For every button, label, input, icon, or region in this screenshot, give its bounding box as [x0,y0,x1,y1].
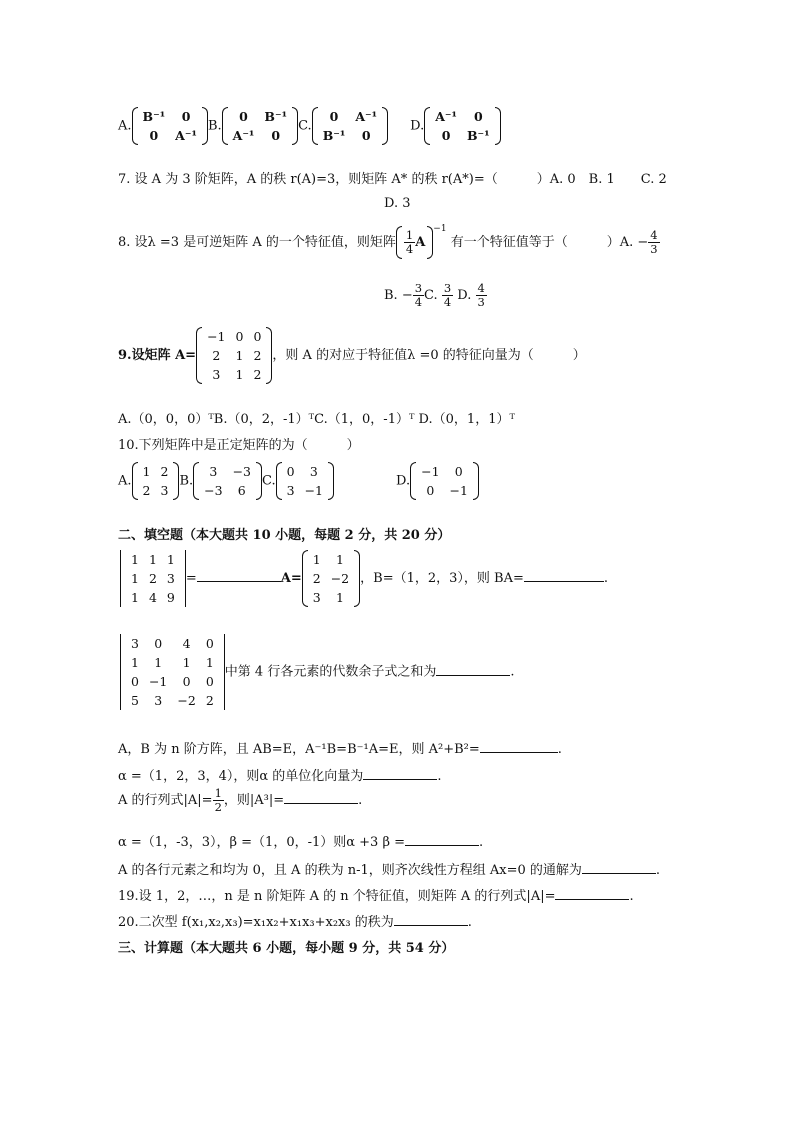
q6-option-d-matrix [424,107,500,145]
matrix-row [228,107,292,126]
f11-line [120,550,608,607]
matrix-cell: 0 [473,109,483,124]
q10-option-d-label: D. [396,473,411,489]
matrix-row [126,588,180,607]
matrix-row [202,346,266,365]
matrix-cell: −1 [207,329,226,344]
q6-option-b-label: B. [207,118,222,134]
f15-blank [284,803,358,804]
q10-option-a-matrix [132,462,180,500]
q8-text1: 8. 设λ =3 是可逆矩阵 A 的一个特征值，则矩阵 [118,235,396,250]
f13-text: A，B 为 n 阶方阵，且 AB=E，A⁻¹B=B⁻¹A=E，则 A²+B²= [118,742,480,757]
f19-end: . [629,889,634,904]
matrix-row [126,672,219,691]
matrix-cell: 0 [454,464,463,479]
matrix-row [199,481,256,500]
matrix-cell: −1 [148,674,168,689]
matrix-row [282,462,328,481]
q8-text2: 有一个特征值等于（ ）A. − [450,235,649,250]
f11-determinant [120,550,186,607]
matrix-row [138,107,202,126]
matrix-cell: B⁻¹ [466,128,490,143]
matrix-cell: 1 [312,552,321,567]
f11-a-matrix [302,550,360,607]
f17-line [118,859,660,878]
q8-option-b-label: B. − [384,288,413,303]
matrix-row [416,462,473,481]
matrix-cell: 3 [212,367,221,382]
q6-option-b-matrix [222,107,298,145]
matrix-cell: 2 [148,571,157,586]
f11-blank-2 [524,581,604,582]
matrix-cell: −2 [177,693,196,708]
matrix-cell: 0 [131,674,139,689]
f15-text2: ，则|A³|= [223,793,285,808]
section3-heading: 三、计算题（本大题共 6 小题，每小题 9 分，共 54 分） [118,941,455,956]
q6-option-a-matrix [132,107,208,145]
matrix-cell: 2 [312,571,321,586]
q8-matrix-letter: A [415,235,426,250]
f14-end: . [437,769,442,784]
f12-blank [436,675,510,676]
f20-line [118,911,472,930]
matrix-cell: A⁻¹ [355,109,378,124]
f15-frac: $\frac{1}{2}$ [214,786,222,814]
f20-text: 20.二次型 f(x₁,x₂,x₃)=x₁x₂+x₁x₃+x₂x₃ 的秩为 [118,915,394,930]
q8-option-b-frac: $\frac{3}{4}$ [414,281,423,309]
matrix-cell: 3 [166,571,175,586]
f15-line [118,787,362,814]
matrix-row [199,462,256,481]
matrix-row [430,107,494,126]
matrix-cell: 0 [286,464,295,479]
f16-end: . [479,835,484,850]
matrix-cell: 9 [166,590,175,605]
f11-blank-1 [197,581,281,582]
f19-text: 19.设 1，2，…，n 是 n 阶矩阵 A 的 n 个特征值，则矩阵 A 的行列式|A|= [118,889,556,904]
f17-blank [582,873,656,874]
matrix-cell: 1 [166,552,175,567]
matrix-row [138,126,202,145]
matrix-row [126,634,219,653]
f11-equals: = [185,571,197,586]
matrix-row [202,365,266,384]
matrix-cell: 0 [182,674,191,689]
q8-frac: $\frac{1}{4}$ [405,228,414,256]
matrix-cell: 3 [154,693,163,708]
matrix-cell: −3 [232,464,251,479]
matrix-row [228,126,292,145]
q9-matrix [196,327,272,384]
f16-text: α =（1，-3，3），β =（1，0，-1）则α +3 β = [118,835,406,850]
matrix-cell: 3 [209,464,218,479]
q9-options: A.（0，0，0）ᵀB.（0，2，-1）ᵀC.（1，0，-1）ᵀ D.（0，1，1）ᵀ [118,412,515,427]
q10-options [118,462,479,500]
q9-prefix: 9.设矩阵 A= [118,348,197,363]
matrix-cell: 1 [148,552,157,567]
matrix-cell: 0 [253,329,262,344]
f15-end: . [358,793,363,808]
matrix-cell: 0 [426,483,435,498]
matrix-cell: 0 [181,109,191,124]
q10-option-b-label: B. [179,473,194,489]
f12-line [120,634,514,710]
matrix-cell: 1 [131,590,139,605]
matrix-row [126,550,180,569]
matrix-cell: 0 [205,636,214,651]
matrix-row [430,126,494,145]
q8-matrix-expr [396,226,433,259]
matrix-cell: A⁻¹ [175,128,197,143]
matrix-cell: 0 [441,128,451,143]
matrix-cell: 3 [309,464,318,479]
q9-suffix: ，则 A 的对应于特征值λ =0 的特征向量为（ ） [272,348,586,363]
f15-text1: A 的行列式|A|= [118,793,213,808]
f11-a-label: A= [280,571,302,586]
matrix-cell: 3 [286,483,295,498]
matrix-cell: 0 [149,128,159,143]
q6-options [118,107,501,145]
matrix-cell: 1 [131,552,139,567]
q8-option-c-frac: $\frac{3}{4}$ [443,281,452,309]
f19-line [118,885,634,904]
q10-text: 10.下列矩阵中是正定矩阵的为（ ） [118,438,360,453]
matrix-cell: 1 [235,348,244,363]
q8-line2 [384,282,487,309]
matrix-cell: 4 [148,590,157,605]
matrix-cell: 3 [131,636,139,651]
f14-line [118,765,441,784]
f12-determinant [120,634,225,710]
matrix-cell: 1 [235,367,244,382]
q7-line1: 7. 设 A 为 3 阶矩阵，A 的秩 r(A)=3，则矩阵 A* 的秩 r(A*)=（ ）A. 0 B. 1 C. 2 [118,172,667,187]
q10-option-b-matrix [193,462,262,500]
f20-blank [394,925,468,926]
q9-line [118,327,586,384]
f13-line [118,738,562,757]
matrix-cell: 1 [131,571,139,586]
matrix-cell: 2 [160,464,169,479]
matrix-cell: 1 [182,655,191,670]
matrix-row [126,691,219,710]
matrix-row [308,550,354,569]
matrix-cell: 5 [131,693,139,708]
matrix-row [416,481,473,500]
matrix-row [138,462,174,481]
matrix-cell: 6 [237,483,246,498]
q10-option-d-matrix [410,462,479,500]
matrix-cell: 1 [154,655,163,670]
f13-end: . [557,742,562,757]
section2-heading: 二、填空题（本大题共 10 小题，每题 2 分，共 20 分） [118,528,451,543]
q8-power: −1 [433,223,447,234]
matrix-cell: 0 [235,329,244,344]
matrix-cell: B⁻¹ [142,109,166,124]
matrix-row [318,126,382,145]
f13-blank [480,752,558,753]
q8-line1 [118,223,660,259]
matrix-cell: 4 [182,636,191,651]
q10-option-a-label: A. [118,473,132,489]
matrix-row [282,481,328,500]
matrix-row [138,481,174,500]
q10-option-c-label: C. [262,473,276,489]
matrix-cell: 0 [329,109,339,124]
matrix-cell: 1 [131,655,139,670]
f16-line [118,831,483,850]
q6-option-c-matrix [312,107,388,145]
q10-option-c-matrix [276,462,334,500]
matrix-cell: 0 [239,109,248,124]
q8-option-a-frac: $\frac{4}{3}$ [650,228,658,256]
matrix-cell: A⁻¹ [435,109,457,124]
matrix-row [308,588,354,607]
matrix-cell: 0 [271,128,281,143]
f17-text: A 的各行元素之和均为 0，且 A 的秩为 n-1，则齐次线性方程组 Ax=0 的通解为 [118,863,582,878]
f12-text: 中第 4 行各元素的代数余子式之和为 [224,664,437,680]
q6-option-a-label: A. [118,118,132,134]
f17-end: . [655,863,661,878]
q8-option-d-label: D. [457,288,472,303]
f16-blank [405,845,479,846]
matrix-cell: −1 [421,464,440,479]
matrix-cell: 1 [205,655,214,670]
f19-blank [555,899,629,900]
f11-end: . [603,571,609,586]
q7-line2: D. 3 [384,196,411,211]
matrix-row [126,569,180,588]
q8-option-d-frac: $\frac{4}{3}$ [477,281,485,309]
matrix-cell: 1 [335,552,344,567]
matrix-cell: 2 [253,367,262,382]
q6-option-c-label: C. [298,118,312,134]
matrix-row [308,569,354,588]
q8-option-c-label: C. [424,288,438,303]
matrix-cell: −1 [304,483,324,498]
matrix-cell: B⁻¹ [322,128,346,143]
matrix-cell: −2 [330,571,350,586]
matrix-cell: A⁻¹ [232,128,255,143]
f12-end: . [510,664,515,680]
f20-end: . [467,915,472,930]
f11-text: ，B=（1，2，3），则 BA= [360,571,524,586]
matrix-cell: −1 [449,483,468,498]
f14-text: α =（1，2，3，4），则α 的单位化向量为 [118,769,364,784]
matrix-cell: 2 [212,348,221,363]
matrix-cell: −3 [204,483,223,498]
matrix-cell: 2 [142,483,151,498]
matrix-cell: 3 [312,590,321,605]
matrix-row [202,327,266,346]
matrix-row [318,107,382,126]
matrix-cell: 2 [205,693,214,708]
matrix-cell: 1 [142,464,151,479]
matrix-cell: 0 [154,636,163,651]
f14-blank [363,779,437,780]
matrix-cell: 2 [253,348,262,363]
matrix-cell: 3 [160,483,169,498]
matrix-cell: 0 [361,128,371,143]
matrix-cell: B⁻¹ [264,109,288,124]
matrix-cell: 0 [205,674,214,689]
matrix-cell: 1 [335,590,344,605]
matrix-row [126,653,219,672]
q6-option-d-label: D. [410,118,425,134]
